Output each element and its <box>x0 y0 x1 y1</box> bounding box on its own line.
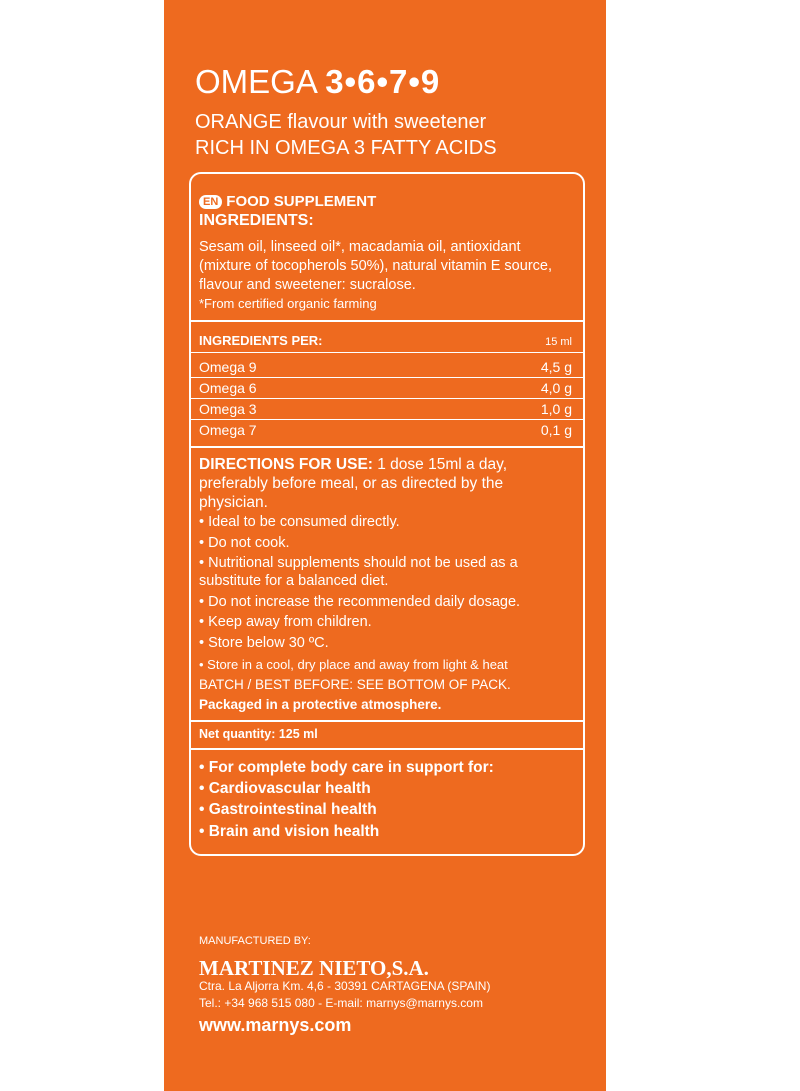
ingredients-heading: INGREDIENTS: <box>199 212 314 229</box>
nutrition-row-name: Omega 7 <box>199 422 257 438</box>
company-address: Ctra. La Aljorra Km. 4,6 - 30391 CARTAGENA (SPAIN) <box>199 979 491 993</box>
nutrition-row-value: 0,1 g <box>540 422 572 438</box>
divider <box>191 748 583 750</box>
nutrition-row-value: 4,0 g <box>540 380 572 396</box>
ingredients-line-2: (mixture of tocopherols 50%), natural vitamin E source, <box>199 258 552 274</box>
divider <box>191 419 583 420</box>
nutrition-row-name: Omega 6 <box>199 380 257 396</box>
directions-line-1 <box>199 455 507 474</box>
website: www.marnys.com <box>199 1015 352 1035</box>
company-contact: Tel.: +34 968 515 080 - E-mail: marnys@marnys.com <box>199 996 483 1010</box>
food-supplement-heading <box>199 193 376 211</box>
divider <box>191 398 583 399</box>
benefit-item: • For complete body care in support for: <box>199 759 494 776</box>
direction-bullet: • Store in a cool, dry place and away from light & heat <box>199 657 508 672</box>
product-title <box>195 62 440 102</box>
net-quantity: Net quantity: 125 ml <box>199 727 318 741</box>
title-word: OMEGA <box>195 63 317 100</box>
omega-subtitle: RICH IN OMEGA 3 FATTY ACIDS <box>195 137 497 159</box>
divider <box>191 446 583 448</box>
manufactured-by: MANUFACTURED BY: <box>199 935 311 947</box>
nutrition-row-name: Omega 3 <box>199 401 257 417</box>
direction-bullet: • Ideal to be consumed directly. <box>199 514 400 530</box>
food-supplement-text: FOOD SUPPLEMENT <box>226 193 377 210</box>
direction-bullet: • Do not cook. <box>199 535 290 551</box>
benefit-item: • Brain and vision health <box>199 823 380 840</box>
divider <box>191 352 583 353</box>
title-numbers: 3•6•7•9 <box>325 63 441 100</box>
company-name: MARTINEZ NIETO,S.A. <box>199 956 429 980</box>
nutrition-row-value: 4,5 g <box>540 359 572 375</box>
nutrition-row-name: Omega 9 <box>199 359 257 375</box>
divider <box>191 320 583 322</box>
benefit-item: • Gastrointestinal health <box>199 801 377 818</box>
directions-heading: DIRECTIONS FOR USE: <box>199 456 373 473</box>
nutrition-heading: INGREDIENTS PER: <box>199 333 323 348</box>
directions-line-3: physician. <box>199 494 268 511</box>
divider <box>191 720 583 722</box>
organic-note: *From certified organic farming <box>199 296 377 311</box>
directions-dose: 1 dose 15ml a day, <box>372 456 508 473</box>
language-badge: EN <box>199 195 222 209</box>
ingredients-line-1: Sesam oil, linseed oil*, macadamia oil, antioxidant <box>199 239 521 255</box>
batch-note: BATCH / BEST BEFORE: SEE BOTTOM OF PACK. <box>199 677 511 692</box>
direction-bullet: • Do not increase the recommended daily dosage. <box>199 594 521 610</box>
ingredients-line-3: flavour and sweetener: sucralose. <box>199 277 416 293</box>
direction-bullet: • Nutritional supplements should not be used as a <box>199 555 518 571</box>
direction-bullet: • Store below 30 ºC. <box>199 635 329 651</box>
flavour-subtitle: ORANGE flavour with sweetener <box>195 111 487 133</box>
packaged-note: Packaged in a protective atmosphere. <box>199 697 442 712</box>
benefit-item: • Cardiovascular health <box>199 780 371 797</box>
divider <box>191 377 583 378</box>
direction-bullet: • Keep away from children. <box>199 614 372 630</box>
nutrition-per-dose: 15 ml <box>545 336 572 348</box>
direction-bullet-continued: substitute for a balanced diet. <box>199 573 389 589</box>
directions-line-2: preferably before meal, or as directed by the <box>199 475 504 492</box>
nutrition-row-value: 1,0 g <box>540 401 572 417</box>
